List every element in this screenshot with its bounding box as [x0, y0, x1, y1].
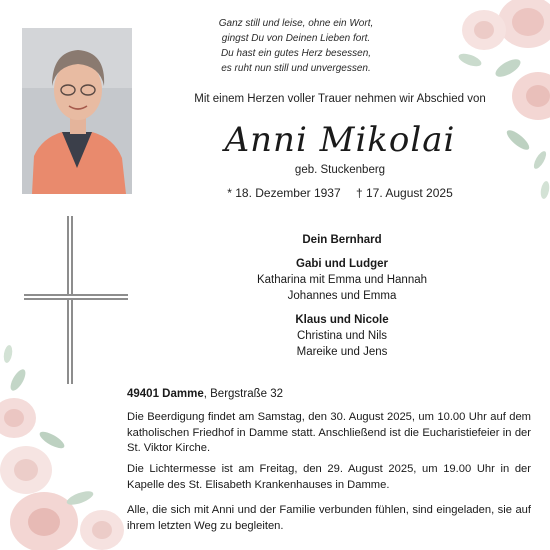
intro-text: Mit einem Herzen voller Trauer nehmen wir Abschied von — [194, 93, 486, 105]
mourner-group-head: Gabi und Ludger — [296, 258, 388, 270]
death-date: † 17. August 2025 — [356, 186, 453, 200]
poem-line: Ganz still und leise, ohne ein Wort, — [218, 18, 374, 29]
deceased-name: Anni Mikolai — [224, 120, 456, 160]
poem-line: es ruht nun still und unvergessen. — [221, 63, 371, 74]
life-dates — [170, 186, 510, 200]
memorial-poem — [196, 16, 396, 76]
address-street: , Bergstraße 32 — [203, 388, 283, 400]
mourner-line: Johannes und Emma — [287, 290, 397, 302]
mourner-line: Christina und Nils — [296, 330, 388, 342]
poem-line: Du hast ein gutes Herz besessen, — [220, 48, 372, 59]
mass-info: Die Lichtermesse ist am Freitag, den 29. August 2025, um 19.00 Uhr in der Kapelle des St. Elisabeth Krankenhauses in Damme. — [127, 463, 531, 491]
address-city: 49401 Damme — [127, 388, 204, 400]
mourner-line: Katharina mit Emma und Hannah — [256, 274, 428, 286]
cross-bar — [24, 294, 128, 300]
mourner-group-head: Klaus und Nicole — [295, 314, 389, 326]
mourner-line: Mareike und Jens — [296, 346, 388, 358]
address — [127, 388, 283, 400]
mourners-list — [186, 232, 498, 360]
mourner-group-head: Dein Bernhard — [302, 234, 382, 246]
cross-icon — [67, 216, 73, 384]
funeral-info: Die Beerdigung findet am Samstag, den 30. August 2025, um 10.00 Uhr auf dem katholischen Friedhof in Damme statt. Anschließend ist die Eucharistiefeier in der St. Viktor Kirche. — [127, 411, 531, 454]
birth-date: * 18. Dezember 1937 — [227, 186, 341, 200]
poem-line: gingst Du von Deinen Lieben fort. — [221, 33, 371, 44]
birth-name: geb. Stuckenberg — [294, 164, 386, 176]
invitation-text: Alle, die sich mit Anni und der Familie verbunden fühlen, sind eingeladen, sie auf ihrem letzten Weg zu begleiten. — [127, 504, 531, 532]
portrait-photo — [22, 28, 132, 194]
